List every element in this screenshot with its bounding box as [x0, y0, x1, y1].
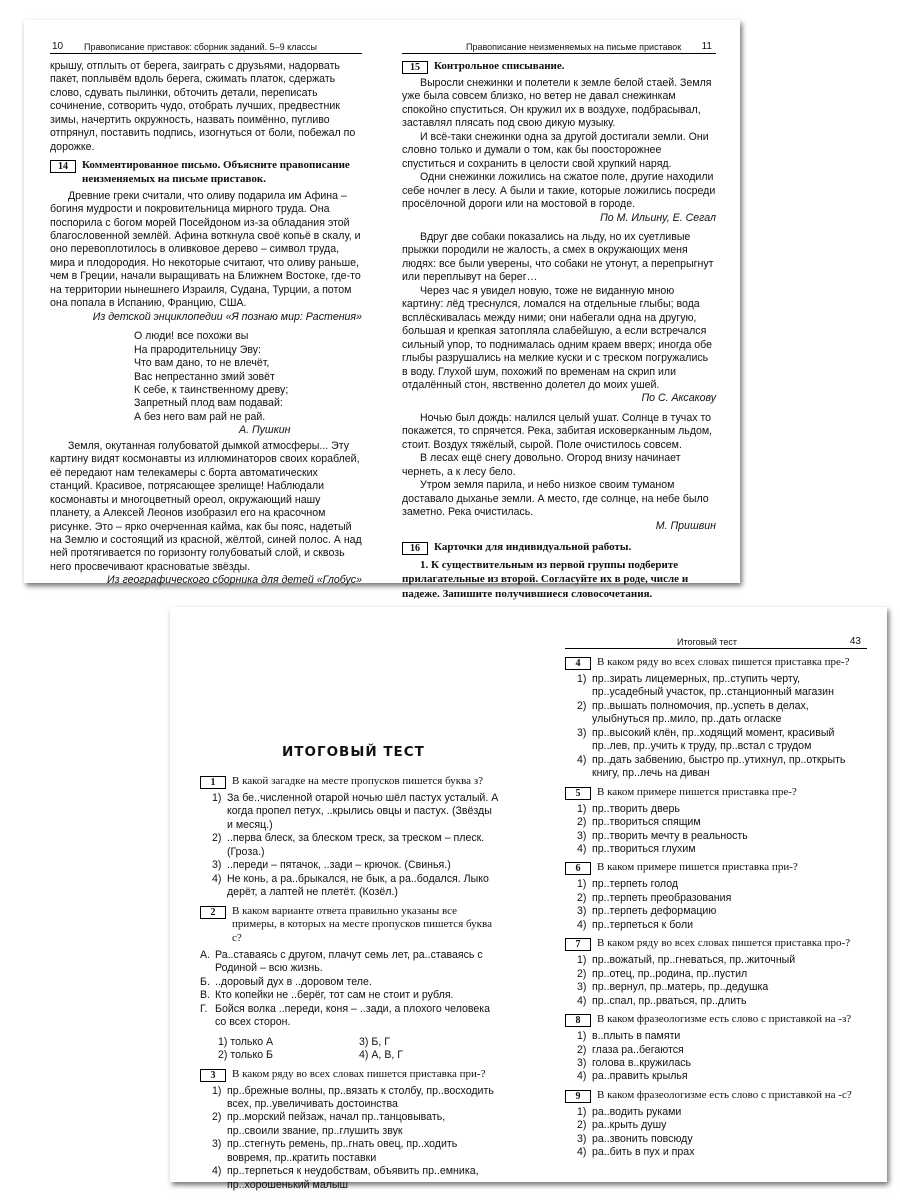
- page-body: [200, 775, 500, 1196]
- question-number-box: 9: [565, 1090, 591, 1103]
- answer-option: [565, 1119, 867, 1132]
- option-text: пр..твориться спящим: [592, 816, 701, 829]
- question-1: [200, 775, 500, 789]
- rain-paragraph-3: Утром земля парила, и небо низкое своим туманом доставало дыханье земли. А место, где солнце, на небе было заметно. Река очистилась.: [402, 479, 709, 519]
- option-number: 3): [577, 981, 587, 994]
- option-text: пр..терпеть деформацию: [592, 905, 717, 918]
- final-test-left-page: [170, 607, 560, 1191]
- option-number: 1): [577, 954, 587, 967]
- option-number: 4): [577, 842, 587, 855]
- option-text: ..перва блеск, за блеском треск, за треском – плеск. (Гроза.): [227, 832, 485, 858]
- answer-options: [200, 1085, 500, 1193]
- example-text: Бойся волка ..переди, коня – ..зади, а плохого человека со всех сторон.: [215, 1002, 491, 1029]
- option-text: ра..звонить повсюду: [592, 1132, 693, 1145]
- page-title: ИТОГОВЫЙ ТЕСТ: [282, 744, 425, 760]
- option-text: ..переди – пятачок, ..зади – крючок. (Свинья.): [227, 859, 451, 872]
- rain-paragraph-1: Ночью был дождь: налился целый ушат. Солнце в тучах то покажется, то спрячется. Река, забитая исковерканным льдом, стоит. Воздух тяжёлый, сырой. Поле очистилось совсем.: [402, 411, 713, 451]
- option-number: 1): [577, 673, 587, 685]
- option-number: 2): [577, 699, 587, 712]
- answer-option: [565, 878, 867, 891]
- answer-option: [565, 919, 867, 932]
- answer-option: [565, 754, 867, 781]
- snow-paragraph-2: И всё-таки снежинки одна за другой достигали земли. Они словно только и думали о том, как бы поосторожнее спуститься и сохранить в целости свой хрупкий наряд.: [402, 130, 709, 170]
- answer-option: [565, 803, 867, 816]
- page-body: [402, 60, 716, 601]
- question-number-box: 3: [200, 1069, 226, 1082]
- poem-line: Что вам дано, то не влечёт,: [134, 357, 270, 370]
- answer-option: [565, 816, 867, 829]
- option-number: 3): [212, 1138, 222, 1151]
- answer-options: [565, 803, 867, 857]
- answer-choice: 4) А, В, Г: [359, 1049, 404, 1062]
- answer-option: [565, 1030, 867, 1043]
- running-title: Правописание приставок: сборник заданий. 5–9 классы: [84, 42, 317, 52]
- question-number-box: 1: [200, 776, 226, 789]
- option-number: 2): [212, 1111, 222, 1124]
- task-15: [402, 60, 716, 74]
- answer-option: [200, 1085, 500, 1112]
- option-number: 4): [577, 1070, 587, 1083]
- question-number-box: 8: [565, 1014, 591, 1027]
- question-5: [565, 786, 867, 800]
- olive-source: Из детской энциклопедии «Я познаю мир: Растения»: [92, 310, 362, 323]
- book-spread-pages-10-11: [24, 20, 740, 600]
- option-number: 3): [577, 726, 587, 739]
- option-text: пр..вышать полномочия, пр..успеть в делах, улыбнуться пр..мило, пр..дать огласке: [592, 699, 809, 726]
- option-number: 3): [577, 829, 587, 842]
- poem: [50, 330, 362, 438]
- answer-option: [565, 892, 867, 905]
- option-number: 1): [577, 802, 587, 815]
- option-number: 4): [577, 1146, 587, 1159]
- option-number: 2): [577, 1043, 587, 1056]
- task-16-item-1: 1. К существительным из первой группы подберите прилагательные из второй. Согласуйте их в роде, числе и падеже. Запишите получившиеся словосочетания.: [402, 558, 689, 600]
- option-text: пр..отец, пр..родина, пр..пустил: [592, 967, 748, 980]
- answer-option: [565, 968, 867, 981]
- option-text: пр..терпеть преобразования: [592, 891, 732, 904]
- page-number: 10: [52, 41, 64, 52]
- question-2: [200, 905, 500, 946]
- option-number: 4): [577, 918, 587, 931]
- dogs-paragraph-2: Через час я увидел новую, тоже не виданную мною картину: лёд треснулся, ломался на отдельные глыбы; вода всплёскивалась между ними; они набегали одна на другую, большая и крепкая затопляла слабейшую, а если встречался сильный упор, то поднималась одним краем вверх; иногда обе глыбы разрушались на мелкие куски и с треском погружались в воду. Глухой шум, похожий по временам на скрип или отдалённый стон, явственно долетел до моих ушей.: [402, 284, 713, 391]
- option-text: в..плыть в памяти: [592, 1030, 681, 1043]
- answer-option: [200, 1165, 500, 1192]
- dogs-paragraph-1: Вдруг две собаки показались на льду, но их суетливые прыжки породили не жалость, а смех в окружающих меня людях: все были уверены, что собаки не утонут, а перепрыгнут или переплывут на берег…: [402, 230, 714, 284]
- question-4: [565, 656, 867, 670]
- rain-paragraph-2: В лесах ещё снегу довольно. Огород внизу начинает чернеть, а к лесу бело.: [402, 452, 681, 478]
- option-text: пр..твориться глухим: [592, 842, 696, 855]
- option-text: ра..крыть душу: [592, 1119, 667, 1132]
- answer-option: [565, 1133, 867, 1146]
- task-number-box: 15: [402, 61, 428, 74]
- answer-option: [565, 673, 867, 700]
- page-body: [565, 656, 867, 1164]
- earth-paragraph: Земля, окутанная голубоватой дымкой атмосферы... Эту картину видят космонавты из иллюминаторов своих кораблей, её передают нам телекамеры с борта автоматических станций. Красивое, потрясающее зрелище! Наблюдали космонавты и многоцветный ореол, окружающий нашу планету, а Алексей Леонов изобразил его на красочном рисунке. Это – ярко очерченная кайма, как бы пояс, надетый на Землю и состоящий из красной, жёлтой, синей полос. А над ней протягивается по горизонту голубоватый слой, и сквозь него просвечивают красноватые звёзды.: [50, 439, 362, 573]
- example-item: [200, 989, 500, 1002]
- example-text: ..доровый дух в ..доровом теле.: [215, 975, 372, 988]
- option-text: пр..спал, пр..рваться, пр..длить: [592, 994, 747, 1007]
- answer-option: [565, 954, 867, 967]
- option-number: 1): [212, 792, 222, 804]
- question-prompt: В каком ряду во всех словах пишется приставка про-?: [597, 937, 851, 950]
- answer-option: [565, 905, 867, 918]
- answer-option: [565, 995, 867, 1008]
- question-prompt: В каком фразеологизме есть слово с приставкой на -з?: [597, 1013, 852, 1026]
- option-text: пр..дать забвению, быстро пр..утихнул, пр..открыть книгу, пр..лечь на диван: [592, 753, 846, 780]
- answer-option: [565, 830, 867, 843]
- option-text: пр..стегнуть ремень, пр..гнать овец, пр..ходить вовремя, пр..кратить поставки: [227, 1138, 458, 1164]
- option-number: 4): [577, 753, 587, 766]
- option-text: глаза ра..бегаются: [592, 1043, 684, 1056]
- question-number-box: 2: [200, 906, 226, 919]
- answer-options: [565, 1030, 867, 1084]
- answer-option: [565, 700, 867, 727]
- option-text: пр..вернул, пр..матерь, пр..дедушка: [592, 981, 769, 994]
- task-instruction: Карточки для индивидуальной работы.: [434, 540, 632, 553]
- answer-option: [565, 1106, 867, 1119]
- option-number: 3): [577, 1132, 587, 1145]
- question-prompt: В каком ряду во всех словах пишется приставка при-?: [232, 1067, 486, 1080]
- question-9: [565, 1089, 867, 1103]
- answer-option: [200, 832, 500, 859]
- task-14: [50, 159, 362, 187]
- example-letter: Б.: [200, 975, 210, 988]
- answer-option: [565, 1044, 867, 1057]
- answer-option: [200, 792, 500, 832]
- question-prompt: В каком примере пишется приставка пре-?: [597, 785, 797, 798]
- option-text: За бе..численной отарой ночью шёл пастух усталый. А когда пропел петух, ..крылись овцы и пастух. (Звёзды и месяц.): [227, 792, 499, 831]
- running-title: Правописание неизменяемых на письме приставок: [466, 42, 682, 52]
- option-text: пр..творить дверь: [592, 802, 680, 815]
- question-number-box: 5: [565, 787, 591, 800]
- option-number: 2): [577, 891, 587, 904]
- snow-paragraph-1: Выросли снежинки и полетели к земле белой стаей. Земля уже была совсем близко, но ветер не давал снежинкам спокойно спуститься. Он кружил их в воздухе, подбрасывал, заставлял плясать под свою дикую музыку.: [402, 77, 712, 130]
- option-text: пр..терпеться к боли: [592, 918, 694, 931]
- page-number: 11: [701, 41, 712, 52]
- example-letter: В.: [200, 989, 211, 1002]
- poem-author: А. Пушкин: [239, 424, 291, 437]
- option-number: 1): [212, 1084, 222, 1097]
- example-item: [200, 1003, 500, 1030]
- page-body: [50, 60, 362, 588]
- poem-line: К себе, к таинственному древу;: [134, 384, 289, 397]
- answer-option: [565, 727, 867, 754]
- page-10: [24, 20, 382, 587]
- answer-options: [200, 792, 500, 900]
- option-number: 4): [577, 994, 587, 1007]
- page-11: [382, 20, 740, 600]
- question-number-box: 7: [565, 938, 591, 951]
- running-header: [565, 636, 867, 649]
- snow-paragraph-3: Одни снежинки ложились на сжатое поле, другие находили себе ночлег в лесу. А были и такие, которые ложились посреди просёлочной дороги или на мостовой в городе.: [402, 171, 716, 211]
- option-text: пр..терпеться к неудобствам, объявить пр..емника, пр..хорошенький малыш: [227, 1165, 479, 1191]
- running-header: [50, 41, 362, 54]
- answer-option: [565, 981, 867, 994]
- question-prompt: В каком ряду во всех словах пишется приставка пре-?: [597, 656, 850, 668]
- option-text: ра..водить руками: [592, 1105, 682, 1118]
- olive-paragraph: Древние греки считали, что оливу подарила им Афина – богиня мудрости и покровительница мирного труда. Она поспорила с богом морей Посейдоном из-за обладания этой благословенной землёй. Афина воткнула своё копьё в скалу, и оно перевоплотилось в оливковое дерево – символ труда, мира и плодородия. Но некоторые считают, что оливу раньше, чем в Греции, начали выращивать на Ближнем Востоке, где-то на территории нынешнего Израиля, Судана, Турции, а потом она попала в Испанию, Францию, США.: [50, 189, 361, 310]
- answer-option: [200, 1111, 500, 1138]
- example-item: [200, 976, 500, 989]
- example-text: Ра..ставаясь с другом, плачут семь лет, ра..ставаясь с Родиной – всю жизнь.: [215, 948, 483, 975]
- task-instruction: Комментированное письмо. Объясните правописание неизменяемых на письме приставок.: [82, 159, 350, 185]
- answer-choice: 3) Б, Г: [359, 1035, 390, 1048]
- poem-line: О люди! все похожи вы: [134, 330, 249, 343]
- answer-options: [565, 673, 867, 781]
- answer-options: [565, 954, 867, 1008]
- task-number-box: 16: [402, 542, 428, 555]
- example-item: [200, 949, 500, 976]
- option-number: 2): [577, 967, 587, 980]
- option-text: ра..править крылья: [592, 1070, 688, 1083]
- page-number: 43: [849, 636, 861, 647]
- option-number: 3): [577, 1056, 587, 1069]
- option-number: 2): [212, 832, 222, 845]
- task-instruction: Контрольное списывание.: [434, 60, 565, 72]
- question-3: [200, 1068, 500, 1082]
- option-number: 4): [212, 1165, 222, 1178]
- option-text: пр..брежные волны, пр..вязать к столбу, пр..восходить всех, пр..увеличивать достоинства: [227, 1084, 494, 1110]
- poem-line: Вас непрестанно змий зовёт: [134, 370, 275, 383]
- option-text: пр..творить мечту в реальность: [592, 829, 748, 842]
- example-text: Кто копейки не ..берёг, тот сам не стоит и рубля.: [215, 989, 454, 1002]
- answer-option: [565, 1070, 867, 1083]
- answer-choice: 1) только А: [218, 1035, 274, 1048]
- option-text: пр..терпеть голод: [592, 878, 679, 891]
- question-prompt: В какой загадке на месте пропусков пишется буква з?: [232, 775, 484, 787]
- answer-option: [200, 1138, 500, 1165]
- poem-line: А без него вам рай не рай.: [134, 410, 266, 423]
- answer-option: [565, 1146, 867, 1159]
- answer-option: [200, 859, 500, 872]
- answer-options: [565, 1106, 867, 1160]
- running-title: Итоговый тест: [677, 637, 738, 647]
- option-text: пр..зирать лицемерных, пр..ступить черту, пр..усадебный участок, пр..станционный магазин: [592, 673, 834, 699]
- dogs-source: По С. Аксакову: [641, 392, 716, 405]
- poem-line: Запретный плод вам подавай:: [134, 397, 283, 410]
- option-number: 2): [577, 816, 587, 829]
- option-number: 3): [577, 905, 587, 918]
- earth-source: Из географического сборника для детей «Глобус»: [107, 574, 362, 587]
- answer-choice: 2) только Б: [218, 1049, 273, 1062]
- option-text: Не конь, а ра..брыкался, не бык, а ра..бодался. Лыко дерёт, а лаптей не плетёт. (Козёл.): [227, 872, 489, 899]
- option-number: 4): [212, 872, 222, 885]
- option-number: 2): [577, 1119, 587, 1132]
- page-43: [560, 607, 887, 1182]
- question-prompt: В каком варианте ответа правильно указаны все примеры, в которых на месте пропусков пишется буква с?: [232, 904, 492, 945]
- answer-option: [200, 873, 500, 900]
- rain-source: М. Пришвин: [655, 519, 716, 532]
- answer-options: [565, 878, 867, 932]
- option-number: 3): [212, 859, 222, 872]
- option-number: 1): [577, 1030, 587, 1043]
- example-letter: А.: [200, 948, 211, 961]
- intro-paragraph: крышу, отплыть от берега, заиграть с друзьями, надорвать пакет, поплывём вдоль берега, сжимать платок, сдержать слово, сдувать пылинки, обточить детали, переписать сочинение, сотворить чудо, отобрать лучших, предвестник зимы, начертить окружность, назвать поимённо, пугливо отпрянул, поставить подпись, изогнуться от боли, побежал по дорожке.: [50, 60, 356, 153]
- answer-option: [565, 843, 867, 856]
- running-header: [402, 41, 716, 54]
- question-8: [565, 1013, 867, 1027]
- option-text: ра..бить в пух и прах: [592, 1146, 695, 1159]
- option-text: пр..вожатый, пр..гневаться, пр..житочный: [592, 954, 796, 967]
- question-prompt: В каком примере пишется приставка при-?: [597, 861, 798, 874]
- snow-source: По М. Ильину, Е. Сегал: [600, 211, 716, 224]
- option-number: 1): [577, 878, 587, 891]
- option-text: голова в..кружилась: [592, 1056, 692, 1069]
- question-6: [565, 861, 867, 875]
- question-7: [565, 937, 867, 951]
- answer-choices: [200, 1036, 500, 1063]
- example-letter: Г.: [200, 1002, 208, 1015]
- book-spread-final-test: [170, 607, 887, 1191]
- option-number: 1): [577, 1105, 587, 1118]
- option-text: пр..высокий клён, пр..ходящий момент, красивый пр..лев, пр..учить к труду, пр..встал с трудом: [592, 726, 835, 753]
- answer-option: [565, 1057, 867, 1070]
- task-number-box: 14: [50, 160, 76, 173]
- question-prompt: В каком фразеологизме есть слово с приставкой на -с?: [597, 1088, 852, 1101]
- poem-line: На прародительницу Эву:: [134, 343, 261, 356]
- examples-list: [200, 949, 500, 1063]
- option-text: пр..морский пейзаж, начал пр..танцовывать, пр..своили звание, пр..глушить звук: [227, 1111, 446, 1137]
- task-16: [402, 541, 716, 555]
- question-number-box: 4: [565, 657, 591, 670]
- question-number-box: 6: [565, 862, 591, 875]
